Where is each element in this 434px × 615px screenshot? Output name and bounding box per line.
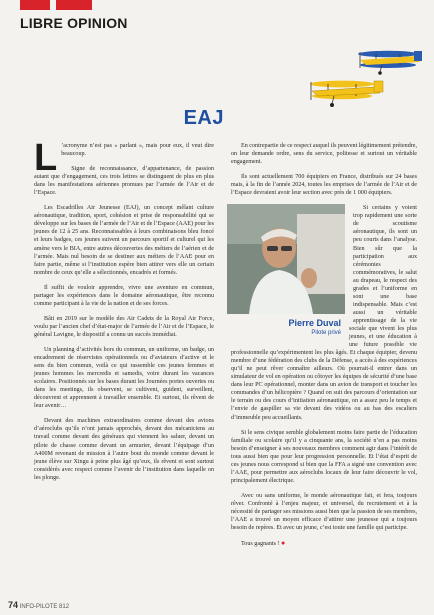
paragraph: Si certains y voient trop rapidement une sorte de scoutisme aéronautique, ils sont un peu courts dans l’analyse. Bien sûr que la participation aux cérémonies commémoratives, le salut au drapeau, le respect des grades et l’uniforme en sont une base indispensable. Mais c’est aussi un véritable apprentissage de la vie sociale que vivent les plus jeunes, et une éducation à une future possible vie professionnelle qu’expérimentent les plus âgés. Et chaque équipier, devenu membre d’une fédération des clubs de la Défense, a accès à des expériences qu’il ne peut rêver connaître ailleurs. Où pourrait-il entrer dans un simulateur de vol en opération ou côtoyer les équipes de sécurité d’une base dans leur PC opérationnel, monter dans un avion de transport et toucher les commandes d’un hélicoptère ? Quand on suit des parcours d’orientation sur le terrain ou des cours d’initiation aéronautique, on a assez peu le temps et l’envie de gaspiller sa vie devant des vidéos ou au bas des escaliers d’immeuble peu accueillants. bbox=[231, 205, 417, 421]
article-title: EAJ bbox=[183, 107, 224, 129]
paragraph: Les Escadrilles Air Jeunesse (EAJ), un concept mêlant culture aéronautique, tradition, sport, cohésion et prise de responsabilité qui se développe sur les bases de l’armée de l’Air et de l’Espace (AAE) pour les jeunes de 12 à 25 ans. Reconnaissables à leurs combinaisons bleu foncé et leurs badges, ces jeunes suivent un parcours sportif et culturel qui les amène vers le BIA, entre autres découvertes des métiers de l’aérien et de l’armée. Mais nul besoin de se destiner aux métiers de l’AAE pour en faire partie, même si l’institution espère bien attirer vers elle un certain nombre de ceux qu’elle a sélectionnés, encadrés et formés. bbox=[34, 205, 214, 276]
author-photo bbox=[227, 204, 345, 314]
top-accent-bar bbox=[20, 0, 92, 10]
biplanes-illustration bbox=[296, 34, 428, 110]
section-label: LIBRE OPINION bbox=[20, 15, 128, 31]
paragraph: En contrepartie de ce respect auquel ils peuvent légitimement prétendre, on leur demande ordre, sens du service, politesse et surtout un véritable engagement. bbox=[231, 143, 417, 166]
author-caption bbox=[227, 318, 341, 337]
biplane-bottom-icon bbox=[310, 81, 383, 107]
biplane-top-icon bbox=[358, 51, 422, 75]
paragraph: Signe de reconnaissance, d’appartenance, de passion autant que d’engagement, ces trois lettres se distinguent de plus en plus dans les manifestations aériennes promues par l’armée de l’Air et de l’Espace. bbox=[34, 166, 214, 197]
article-right-column bbox=[231, 142, 417, 555]
publication-name: INFO-PILOTE 812 bbox=[19, 604, 70, 610]
page-footer bbox=[8, 600, 69, 610]
end-mark-icon: ● bbox=[281, 539, 286, 548]
paragraph: Ils sont actuellement 700 équipiers en France, distribués sur 24 bases mais, à la fin de l’année 2024, toutes les emprises de l’armée de l’Air et de l’Espace devraient avoir leur section avec près de 1 000 équipiers. bbox=[231, 174, 417, 197]
closing-line: Tous gagnants ! ● bbox=[241, 539, 286, 548]
paragraph: Devant des machines extraordinaires comme devant des avions d’aéroclubs qu’ils n’ont jamais approchés, devant des mécaniciens au travail comme devant des généraux qui viennent les saluer, devant un pilote de chasse comme devant un armurier, devant l’équipage d’un A400M revenant de mission à l’autre bout du monde comme devant le jeune élève sur Xingu à peine plus âgé qu’eux, ils rêvent et sont surtout considérés avec respect comme l’avenir de l’institution dans laquelle on les plonge. bbox=[34, 418, 214, 481]
paragraph: Il suffit de vouloir apprendre, vivre une aventure en commun, partager les expériences dans le domaine aéronautique, être reconnu comme participant à la vie de la nation et de ses forces. bbox=[34, 284, 214, 307]
intro-paragraph: L ’acronyme n’est pas « parlant », mais pour eux, il veut dire beaucoup. bbox=[34, 137, 214, 179]
author-name: Pierre Duval bbox=[288, 318, 341, 329]
article-left-column bbox=[34, 137, 214, 489]
paragraph: Bâti en 2019 sur le modèle des Air Cadets de la Royal Air Force, voulu par l’ancien chef d’état-major de l’armée de l’Air et de l’Espace, le général Lavigne, le dispositif a connu un succès immédiat. bbox=[34, 315, 214, 338]
author-role: Pilote privé bbox=[311, 330, 341, 337]
paragraph: Un planning d’activités hors du commun, un uniforme, un badge, un encadrement de réservistes opérationnels ou d’aviateurs d’active et le sens du bien commun, voilà ce qui rassemble ces jeunes femmes et jeunes hommes les mercredis et samedis, voire durant les vacances scolaires. Positionnés sur les bases durant les Journées portes ouvertes ou dans les meetings, ils observent, se cultivent, guident, surveillent, découvrent et apprennent à travailler ensemble. Et surtout, ils rêvent de leur avenir… bbox=[34, 346, 214, 410]
page-number: 74 bbox=[8, 600, 19, 610]
paragraph: Avec ou sans uniforme, le monde aéronautique fait, et fera, toujours rêver. Confronté à l’enjeu majeur, et universel, du recrutement et à la nécessité de partager ses missions aussi bien que la passion de ses membres, l’AAE a trouvé un moyen efficace d’attirer une jeunesse qui a toujours besoin de repères. Et avec un jeune, c’est toute une famille qui participe. bbox=[231, 492, 417, 532]
paragraph: Si le sens civique semble globalement moins faire partie de l’éducation familiale ou scolaire qu’il y a cinquante ans, la société n’en a pas moins besoin d’enseigner à ses nouveaux membres comment agir dans l’intérêt de tous aussi bien que pour leur progression personnelle. Et l’état d’esprit de ces jeunes nous correspond si bien que la FFA a signé une convention avec l’AAE, pour permettre aux aéroclubs locaux de leur faire découvrir le vol, principalement électrique. bbox=[231, 429, 417, 484]
drop-cap: L bbox=[34, 137, 58, 179]
author-photo-image bbox=[227, 204, 345, 314]
